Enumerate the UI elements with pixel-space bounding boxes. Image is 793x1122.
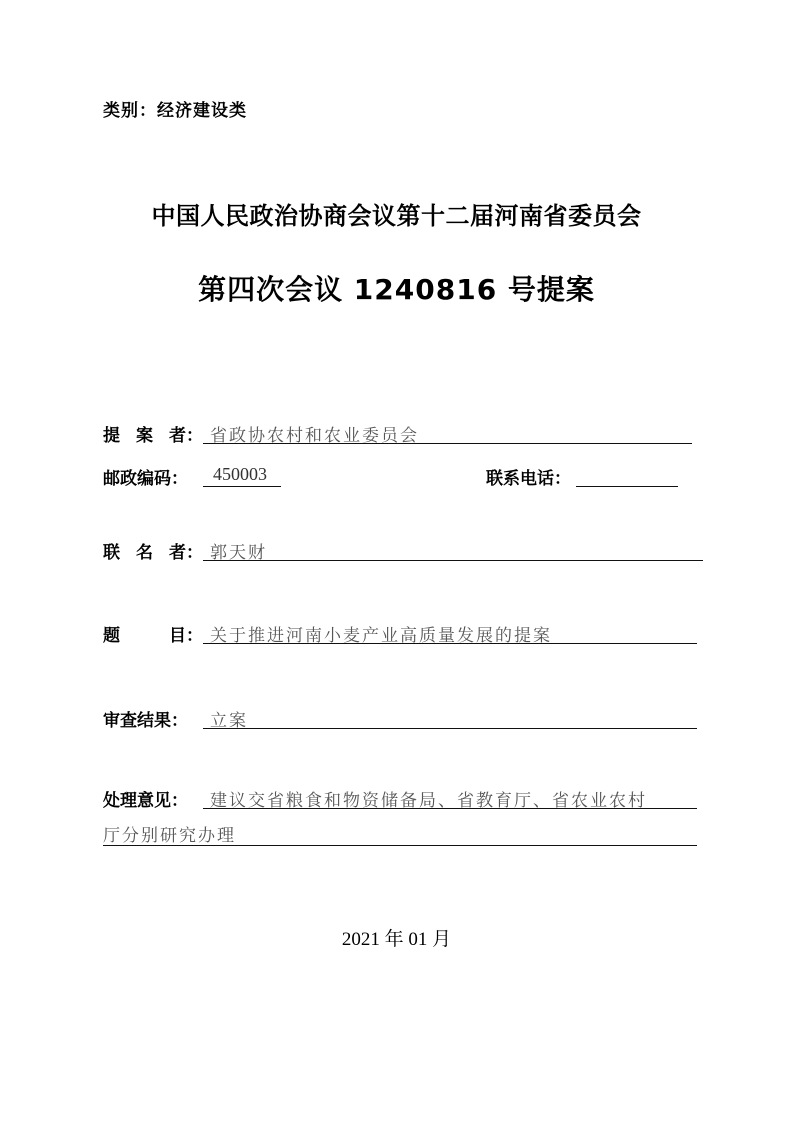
proposer-label	[103, 421, 203, 446]
document-date: 2021 年 01 月	[341, 929, 452, 950]
proposer-label-char-1: 提	[103, 426, 120, 446]
subject-label-char-2: 目：	[169, 626, 203, 646]
contact-underline	[203, 560, 703, 561]
title-line-2: 第四次会议 1240816 号提案	[198, 273, 595, 306]
handling-underline-2	[103, 845, 697, 846]
contact-label	[103, 538, 203, 563]
review-underline	[203, 728, 697, 729]
proposer-label-char-2: 案	[136, 426, 153, 446]
category-label: 类别：经济建设类	[103, 101, 247, 121]
postcode-underline	[203, 486, 281, 487]
handling-label: 处理意见：	[103, 791, 188, 811]
review-value: 立案	[210, 711, 248, 731]
proposer-value: 省政协农村和农业委员会	[210, 426, 419, 446]
contact-label-char-3: 者：	[169, 543, 203, 563]
title-line-1: 中国人民政治协商会议第十二届河南省委员会	[151, 202, 642, 230]
subject-value: 关于推进河南小麦产业高质量发展的提案	[210, 626, 552, 646]
postcode-label: 邮政编码：	[103, 469, 188, 489]
phone-label: 联系电话：	[486, 469, 571, 489]
contact-label-char-1: 联	[103, 543, 120, 563]
subject-underline	[203, 643, 697, 644]
subject-label	[103, 621, 203, 646]
phone-underline	[576, 486, 678, 487]
handling-value-line-2: 厅分别研究办理	[103, 826, 236, 846]
postcode-value: 450003	[213, 464, 267, 484]
review-label: 审查结果：	[103, 711, 188, 731]
proposer-label-char-3: 者：	[169, 426, 203, 446]
proposer-underline	[203, 443, 692, 444]
contact-value: 郭天财	[210, 543, 267, 563]
contact-label-char-2: 名	[136, 543, 153, 563]
subject-label-char-1: 题	[103, 626, 120, 646]
handling-value-line-1: 建议交省粮食和物资储备局、省教育厅、省农业农村	[210, 791, 647, 811]
handling-underline-1	[203, 808, 697, 809]
